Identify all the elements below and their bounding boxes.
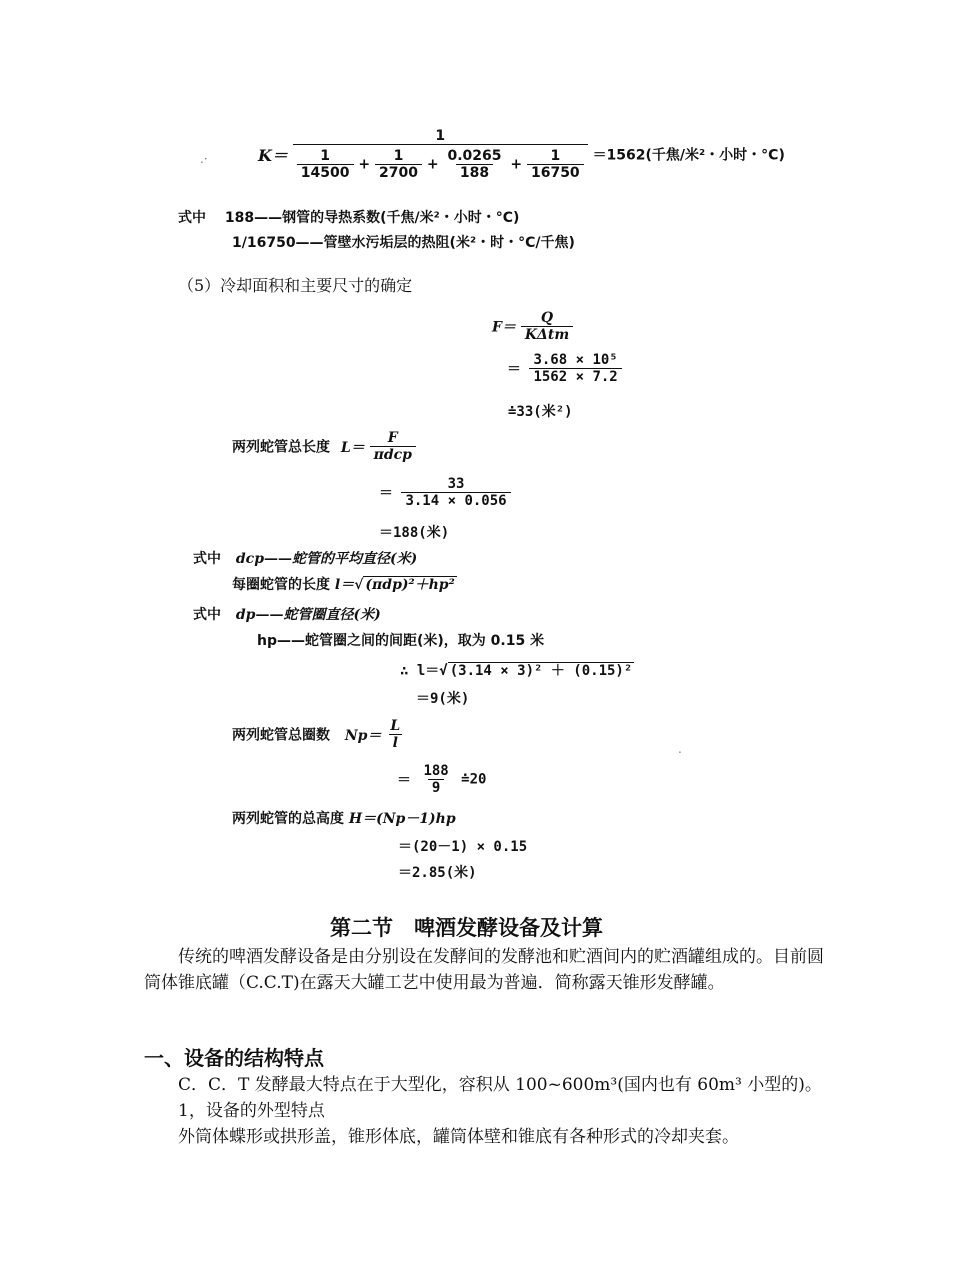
k-lhs: K＝ — [258, 146, 288, 165]
coil-result: ＝9(米) — [416, 691, 470, 707]
height-line3: ＝2.85(米) — [398, 865, 477, 881]
k-term-2: $\frac{1}{2700}$ — [375, 148, 422, 181]
section2-title: 第二节 啤酒发酵设备及计算 — [330, 916, 603, 940]
area-formula-line2: ＝ $\frac{\text{3.68 × 10⁵}}{1562 \times 7.2}$ — [507, 352, 622, 385]
k-main-fraction — [293, 128, 588, 181]
k-denominator: $\frac{1}{14500}$ + $\frac{1}{2700}$ + $\frac{0.0265}{188}$ + $\frac{1}{16750}$ — [293, 144, 588, 181]
k-notes-line2: 1/16750——管壁水污垢层的热阻(米²・时・°C/千焦) — [232, 235, 575, 251]
area-formula-line1: F＝ $\frac{Q}{\text{KΔtm}}$ — [492, 310, 573, 343]
section-one-title: 一、设备的结构特点 — [144, 1046, 324, 1070]
section-one-line1: C．C．T 发酵最大特点在于大型化，容积从 100~600m³(国内也有 60m³ 小型的)。 — [178, 1075, 822, 1095]
k-notes-label: 式中 — [178, 210, 206, 226]
k-result: ＝1562(千焦/米²・小时・°C) — [592, 147, 785, 164]
k-numerator: 1 — [435, 128, 446, 144]
dcp-note: 式中 dcp——蛇管的平均直径(米) — [193, 551, 418, 567]
k-formula — [258, 128, 785, 181]
section2-paragraph: 传统的啤酒发酵设备是由分别设在发酵间的发酵池和贮酒间内的贮酒罐组成的。目前圆筒体锥底罐（C.C.T)在露天大罐工艺中使用最为普遍．简称露天锥形发酵罐。 — [144, 947, 824, 993]
height-formula: 两列蛇管的总高度 H＝(Np－1)hp — [232, 811, 456, 827]
k-notes-line1: 188——钢管的导热系数(千焦/米²・小时・°C) — [224, 210, 520, 226]
section-one-line3: 外筒体蝶形或拱形盖，锥形体底，罐筒体壁和锥底有各种形式的冷却夹套。 — [178, 1127, 739, 1147]
coil-length-formula: 每圈蛇管的长度 l＝√ (πdp)²＋hp² — [232, 577, 455, 593]
section-one-line2: 1，设备的外型特点 — [178, 1101, 325, 1121]
section5-title: （5）冷却面积和主要尺寸的确定 — [178, 276, 413, 295]
dp-notes-line2: hp——蛇管圈之间的间距(米)，取为 0.15 米 — [257, 633, 545, 649]
k-notes — [178, 207, 519, 227]
length-formula: 两列蛇管总长度 L＝ $\frac{F}{\text{πdcp}}$ — [232, 430, 416, 463]
scan-speck-2: . — [678, 742, 682, 756]
dp-notes: 式中 dp——蛇管圈直径(米) — [193, 607, 381, 623]
coil-calc: ∴ l＝√ (3.14 × 3)² ＋ (0.15)² — [400, 663, 633, 679]
area-approx: ≐33(米²) — [508, 404, 573, 420]
scan-speck: .· — [200, 152, 208, 166]
k-term-1: $\frac{1}{14500}$ — [297, 148, 354, 181]
height-line2: ＝(20－1) × 0.15 — [398, 839, 528, 855]
k-term-4: $\frac{1}{16750}$ — [527, 148, 584, 181]
k-term-3: $\frac{0.0265}{188}$ — [447, 148, 502, 181]
length-result: ＝188(米) — [379, 525, 450, 541]
length-calc: ＝ $\frac{33}{3.14 \times 0.056}$ — [379, 476, 511, 509]
turns-calc: ＝ $\frac{188}{9}$ ≐20 — [397, 763, 487, 796]
turns-formula: 两列蛇管总圈数 Np＝ $\frac{L}{l}$ — [232, 718, 401, 751]
